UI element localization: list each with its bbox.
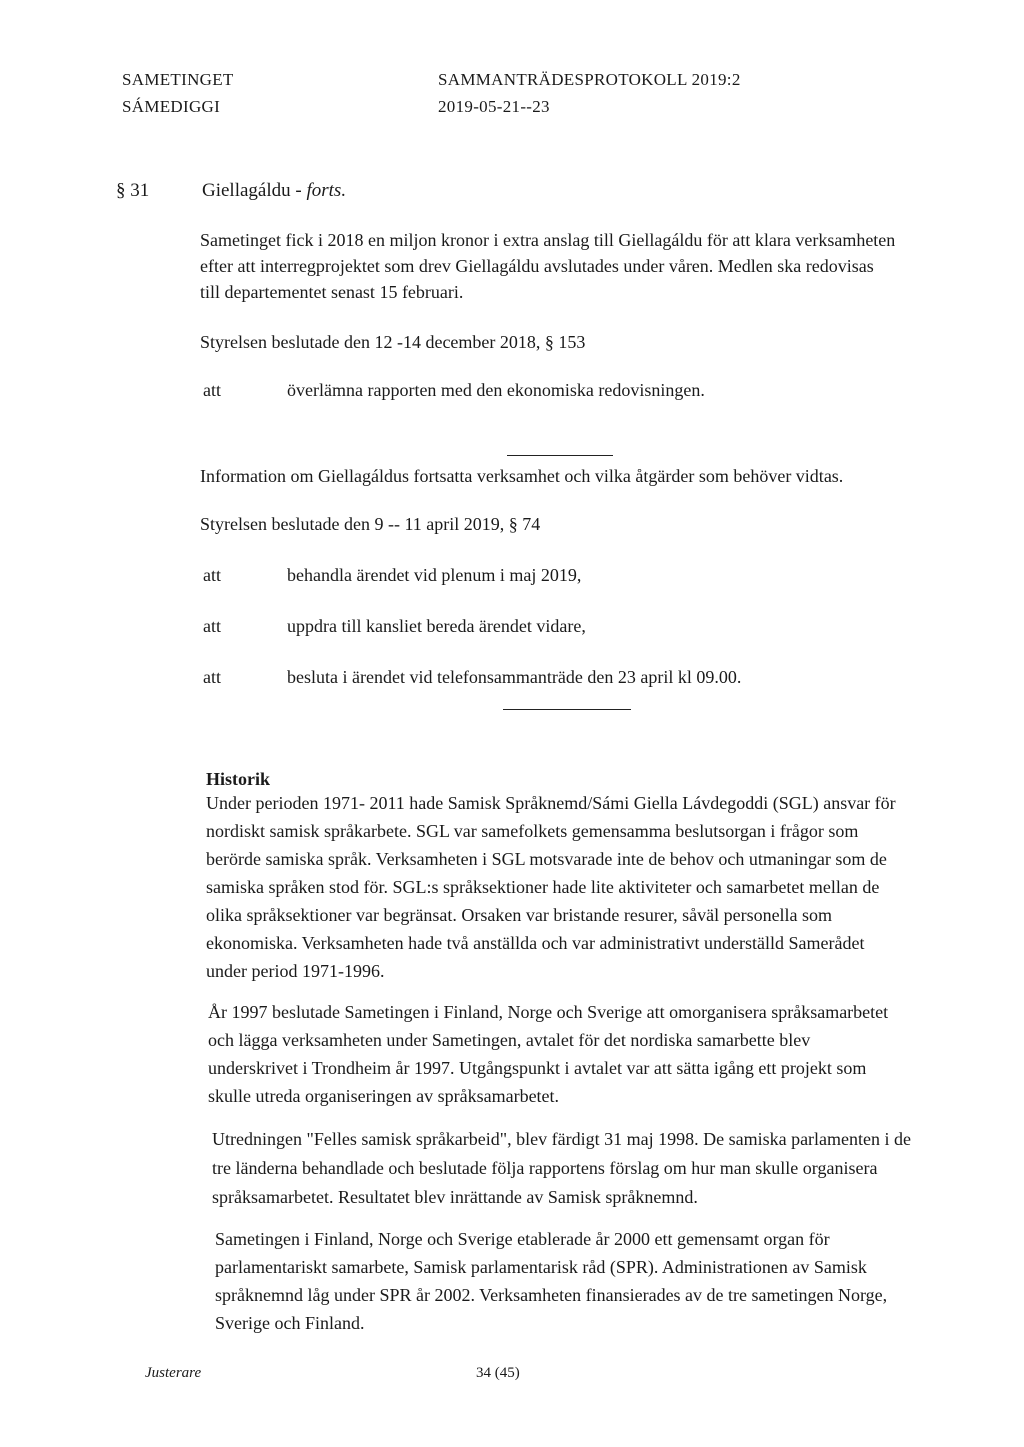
protocol-title: SAMMANTRÄDESPROTOKOLL 2019:2 [438,70,741,89]
meeting-dates: 2019-05-21--23 [438,97,550,116]
footer-justerare: Justerare [145,1365,202,1381]
decision1-heading: Styrelsen beslutade den 12 -14 december 2018, § 153 [200,332,586,352]
history-line: Sametingen i Finland, Norge och Sverige etablerade år 2000 ett gemensamt organ för [215,1229,830,1249]
history-line: under period 1971-1996. [206,961,385,981]
intro-line: Sametinget fick i 2018 en miljon kronor i extra anslag till Giellagáldu för att klara verksamheten [200,230,896,250]
decision2-heading: Styrelsen beslutade den 9 -- 11 april 2019, § 74 [200,514,541,534]
org-name: SAMETINGET [122,70,234,89]
history-paragraph-2 [208,998,1008,1110]
section-title [202,180,346,202]
history-line: och lägga verksamheten under Sametingen, avtalet för det nordiska samarbette blev [208,1030,811,1050]
history-line: språksamarbetet. Resultatet blev inrättande av Samisk språknemnd. [212,1187,698,1207]
att-label: att [203,616,221,636]
decision2-item [203,565,903,591]
history-heading: Historik [206,769,271,789]
page-number: 34 (45) [476,1365,520,1381]
intro-line: efter att interregprojektet som drev Giellagáldu avslutades under våren. Medlen ska redovisas [200,256,874,276]
history-line: berörde samiska språk. Verksamheten i SGL motsvarade inte de behov och utmaningar som de [206,849,887,869]
history-line: Utredningen "Felles samisk språkarbeid", blev färdigt 31 maj 1998. De samiska parlamenten i de [212,1129,912,1149]
history-paragraph-3 [212,1125,1012,1212]
history-line: ekonomiska. Verksamheten hade två anställda och var administrativt underställd Samerådet [206,933,865,953]
history-line: nordiskt samisk språkarbete. SGL var samefolkets gemensamma beslutsorgan i frågor som [206,821,859,841]
history-line: tre länderna behandlade och beslutade följa rapportens förslag om hur man skulle organisera [212,1158,878,1178]
att-label: att [203,380,221,400]
decision-text: besluta i ärendet vid telefonsammanträde den 23 april kl 09.00. [287,667,742,687]
history-paragraph-1 [206,789,1006,985]
history-line: olika språksektioner var begränsat. Orsaken var bristande resurer, såväl personella som [206,905,833,925]
decision2-item [203,616,903,642]
separator-line [503,709,631,710]
decision-text: uppdra till kansliet bereda ärendet vidare, [287,616,586,636]
decision-text: behandla ärendet vid plenum i maj 2019, [287,565,582,585]
history-line: Sverige och Finland. [215,1313,365,1333]
decision-text: överlämna rapporten med den ekonomiska redovisningen. [287,380,705,400]
history-paragraph-4 [215,1225,1015,1337]
history-line: underskrivet i Trondheim år 1997. Utgångspunkt i avtalet var att sätta igång ett projekt som [208,1058,867,1078]
intro-line: till departementet senast 15 februari. [200,282,464,302]
history-line: Under perioden 1971- 2011 hade Samisk Språknemd/Sámi Giella Lávdegoddi (SGL) ansvar för [206,793,896,813]
org-name-sami: SÁMEDIGGI [122,97,221,116]
section-title-text: Giellagáldu - [202,180,307,201]
history-line: samiska språken stod för. SGL:s språksektioner hade lite aktiviteter och samarbetet mellan de [206,877,880,897]
separator-line [507,455,613,456]
history-line: språknemnd låg under SPR år 2002. Verksamheten finansierades av de tre sametingen Norge, [215,1285,888,1305]
history-line: År 1997 beslutade Sametingen i Finland, Norge och Sverige att omorganisera språksamarbetet [208,1002,889,1022]
decision1-item [203,380,903,406]
information-text: Information om Giellagáldus fortsatta verksamhet och vilka åtgärder som behöver vidtas. [200,466,844,486]
section-title-suffix: forts. [306,180,347,201]
section-heading [116,180,516,206]
section-number: § 31 [116,180,150,201]
history-line: parlamentariskt samarbete, Samisk parlamentarisk råd (SPR). Administrationen av Samisk [215,1257,867,1277]
att-label: att [203,565,221,585]
intro-paragraph [200,227,1000,305]
history-line: skulle utreda organiseringen av språksamarbetet. [208,1086,560,1106]
decision2-item [203,667,903,693]
att-label: att [203,667,221,687]
